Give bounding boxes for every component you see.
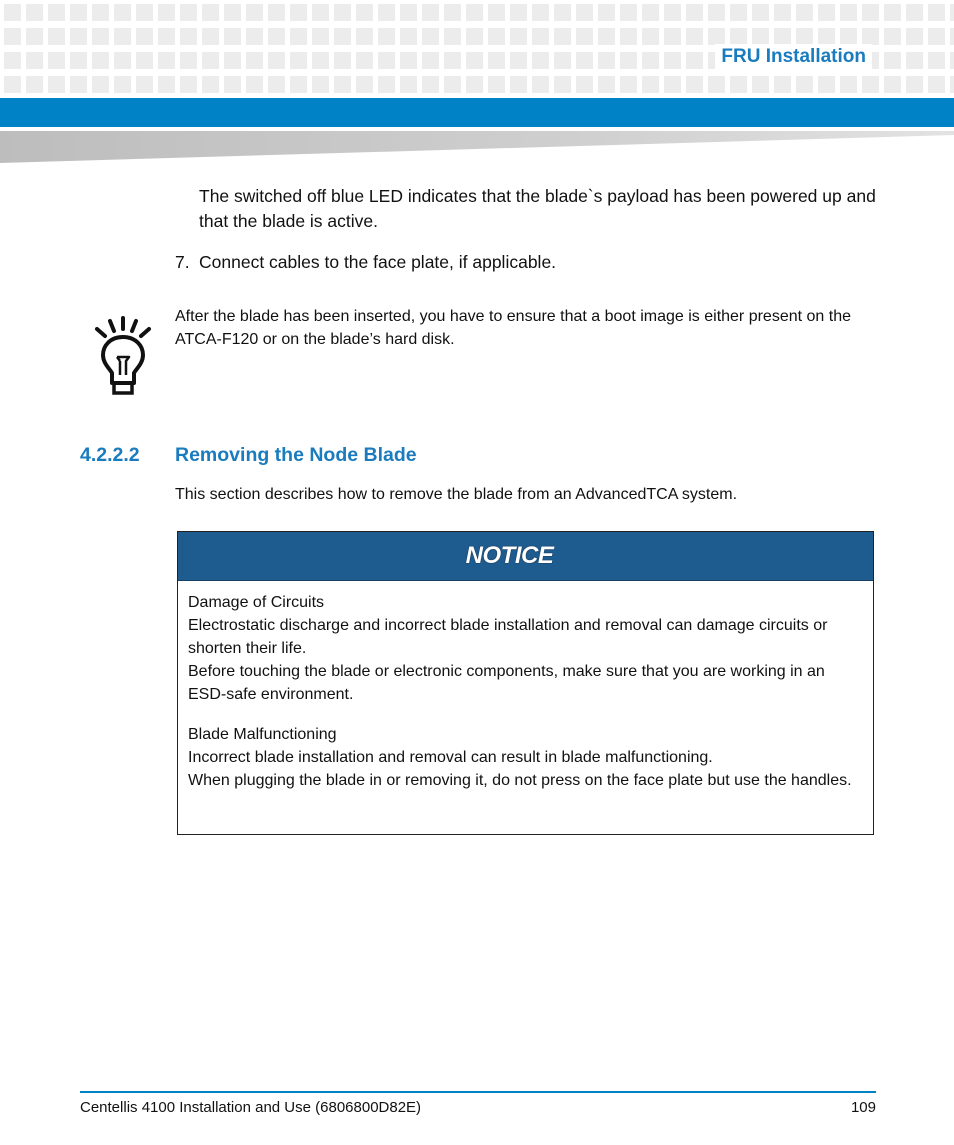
notice-block-malfunction (188, 723, 863, 792)
notice-block-heading: Blade Malfunctioning (188, 726, 337, 743)
chapter-title: FRU Installation (715, 44, 872, 70)
notice-box (177, 531, 874, 835)
section-number: 4.2.2.2 (80, 444, 140, 466)
page-number: 109 (850, 1099, 876, 1116)
step-7 (175, 250, 875, 275)
notice-block-circuits (188, 591, 863, 706)
notice-title: NOTICE (465, 542, 554, 569)
header-band (0, 98, 954, 127)
notice-block-line: Before touching the blade or electronic components, make sure that you are working in an ESD-safe environment. (188, 663, 825, 703)
lightbulb-icon (92, 315, 154, 397)
section-heading (80, 441, 417, 469)
led-status-paragraph: The switched off blue LED indicates that the blade`s payload has been powered up and that the blade is active. (199, 186, 876, 231)
section-intro: This section describes how to remove the blade from an AdvancedTCA system. (175, 486, 738, 503)
tip-text: After the blade has been inserted, you have to ensure that a boot image is either present on the ATCA-F120 or on the blade’s hard disk. (175, 308, 851, 348)
header-gray-wedge (0, 131, 954, 163)
notice-header (178, 532, 873, 581)
notice-body (178, 581, 873, 792)
notice-block-line: When plugging the blade in or removing it, do not press on the face plate but use the handles. (188, 772, 852, 789)
notice-block-line: Incorrect blade installation and removal can result in blade malfunctioning. (188, 749, 713, 766)
step-text: Connect cables to the face plate, if applicable. (199, 252, 557, 272)
step-number: 7. (175, 252, 190, 272)
footer-rule (80, 1091, 876, 1093)
notice-block-heading: Damage of Circuits (188, 594, 325, 611)
notice-block-line: Electrostatic discharge and incorrect blade installation and removal can damage circuits or shorten their life. (188, 617, 828, 657)
section-title: Removing the Node Blade (175, 444, 417, 466)
footer-document-title: Centellis 4100 Installation and Use (6806800D82E) (80, 1099, 422, 1116)
